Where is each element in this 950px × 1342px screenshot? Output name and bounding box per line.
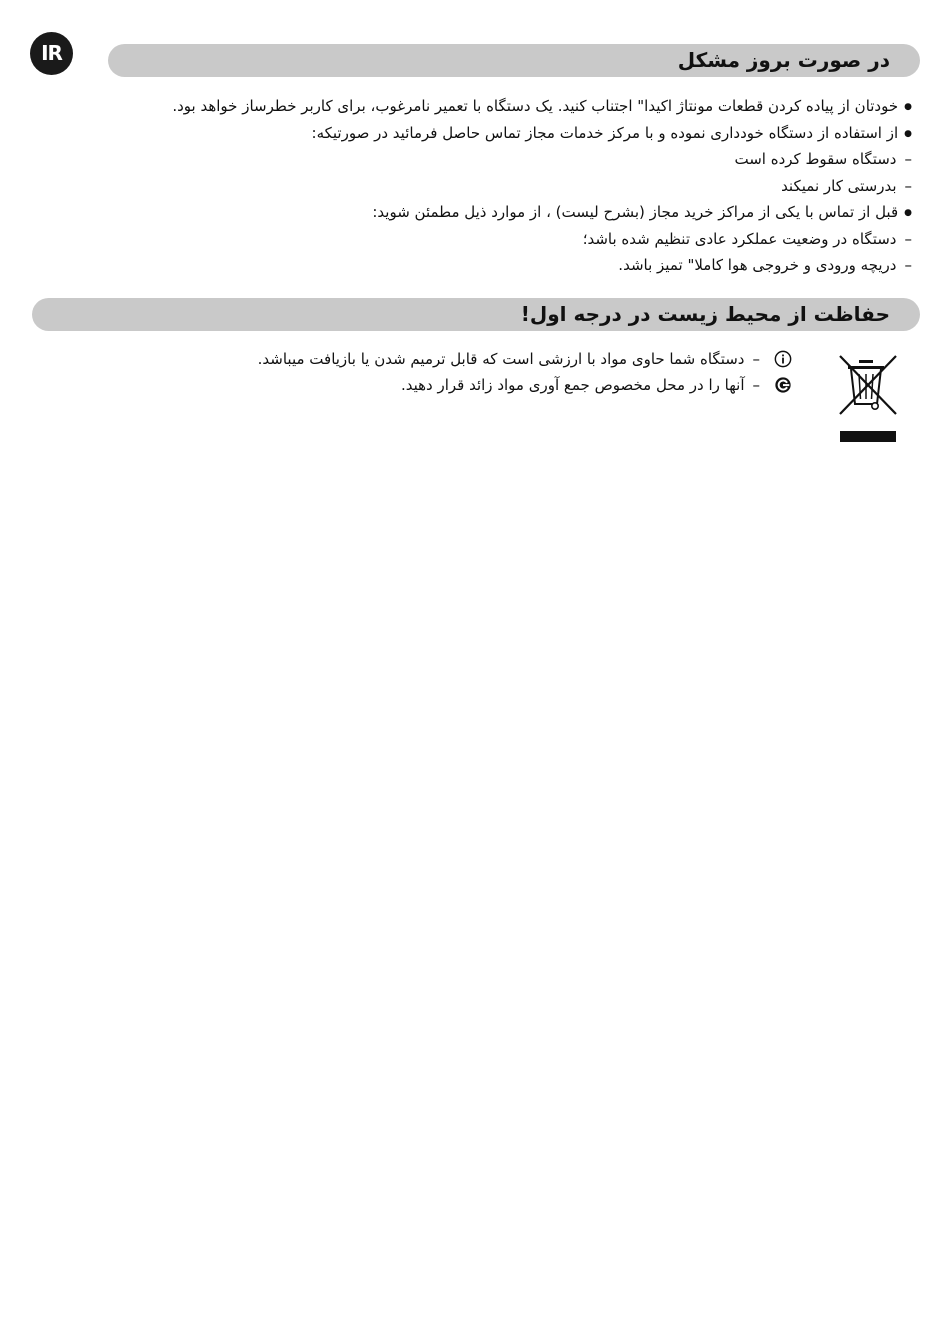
list-item-text: – آنها را در محل مخصوص جمع آوری مواد زائد قرار دهید. bbox=[401, 372, 760, 398]
list-item: ● خودتان از پیاده کردن قطعات مونتاژ اکیدا" اجتناب کنید. یک دستگاه با تعمیر نامرغوب، برای کاربر خطرساز خواهد بود. bbox=[172, 93, 912, 120]
section-title-problem: در صورت بروز مشکل bbox=[677, 48, 890, 72]
section-title-environment: حفاظت از محیط زیست در درجه اول! bbox=[520, 302, 890, 326]
section-header-environment bbox=[32, 298, 920, 331]
list-item: – دستگاه در وضعیت عملکرد عادی تنظیم شده باشد؛ bbox=[172, 226, 912, 253]
crossed-out-bin-icon bbox=[838, 352, 898, 444]
list-item bbox=[258, 346, 792, 372]
list-item bbox=[258, 372, 792, 398]
recycle-arrow-icon bbox=[774, 376, 792, 394]
language-badge: IR bbox=[30, 32, 73, 75]
list-item-text: – دستگاه شما حاوی مواد با ارزشی است که قابل ترمیم شدن یا بازیافت میباشد. bbox=[258, 346, 760, 372]
list-item: – دستگاه سقوط کرده است bbox=[172, 146, 912, 173]
section-header-problem bbox=[108, 44, 920, 77]
problem-instructions bbox=[172, 93, 912, 279]
list-item: ● قبل از تماس با یکی از مراکز خرید مجاز (بشرح لیست) ، از موارد ذیل مطمئن شوید: bbox=[172, 199, 912, 226]
list-item: – دریچه ورودی و خروجی هوا کاملا" تمیز باشد. bbox=[172, 252, 912, 279]
list-item: ● از استفاده از دستگاه خودداری نموده و با مرکز خدمات مجاز تماس حاصل فرمائید در صورتیکه: bbox=[172, 120, 912, 147]
list-item: – بدرستی کار نمیکند bbox=[172, 173, 912, 200]
environment-instructions bbox=[258, 346, 792, 398]
info-circle-icon bbox=[774, 350, 792, 368]
